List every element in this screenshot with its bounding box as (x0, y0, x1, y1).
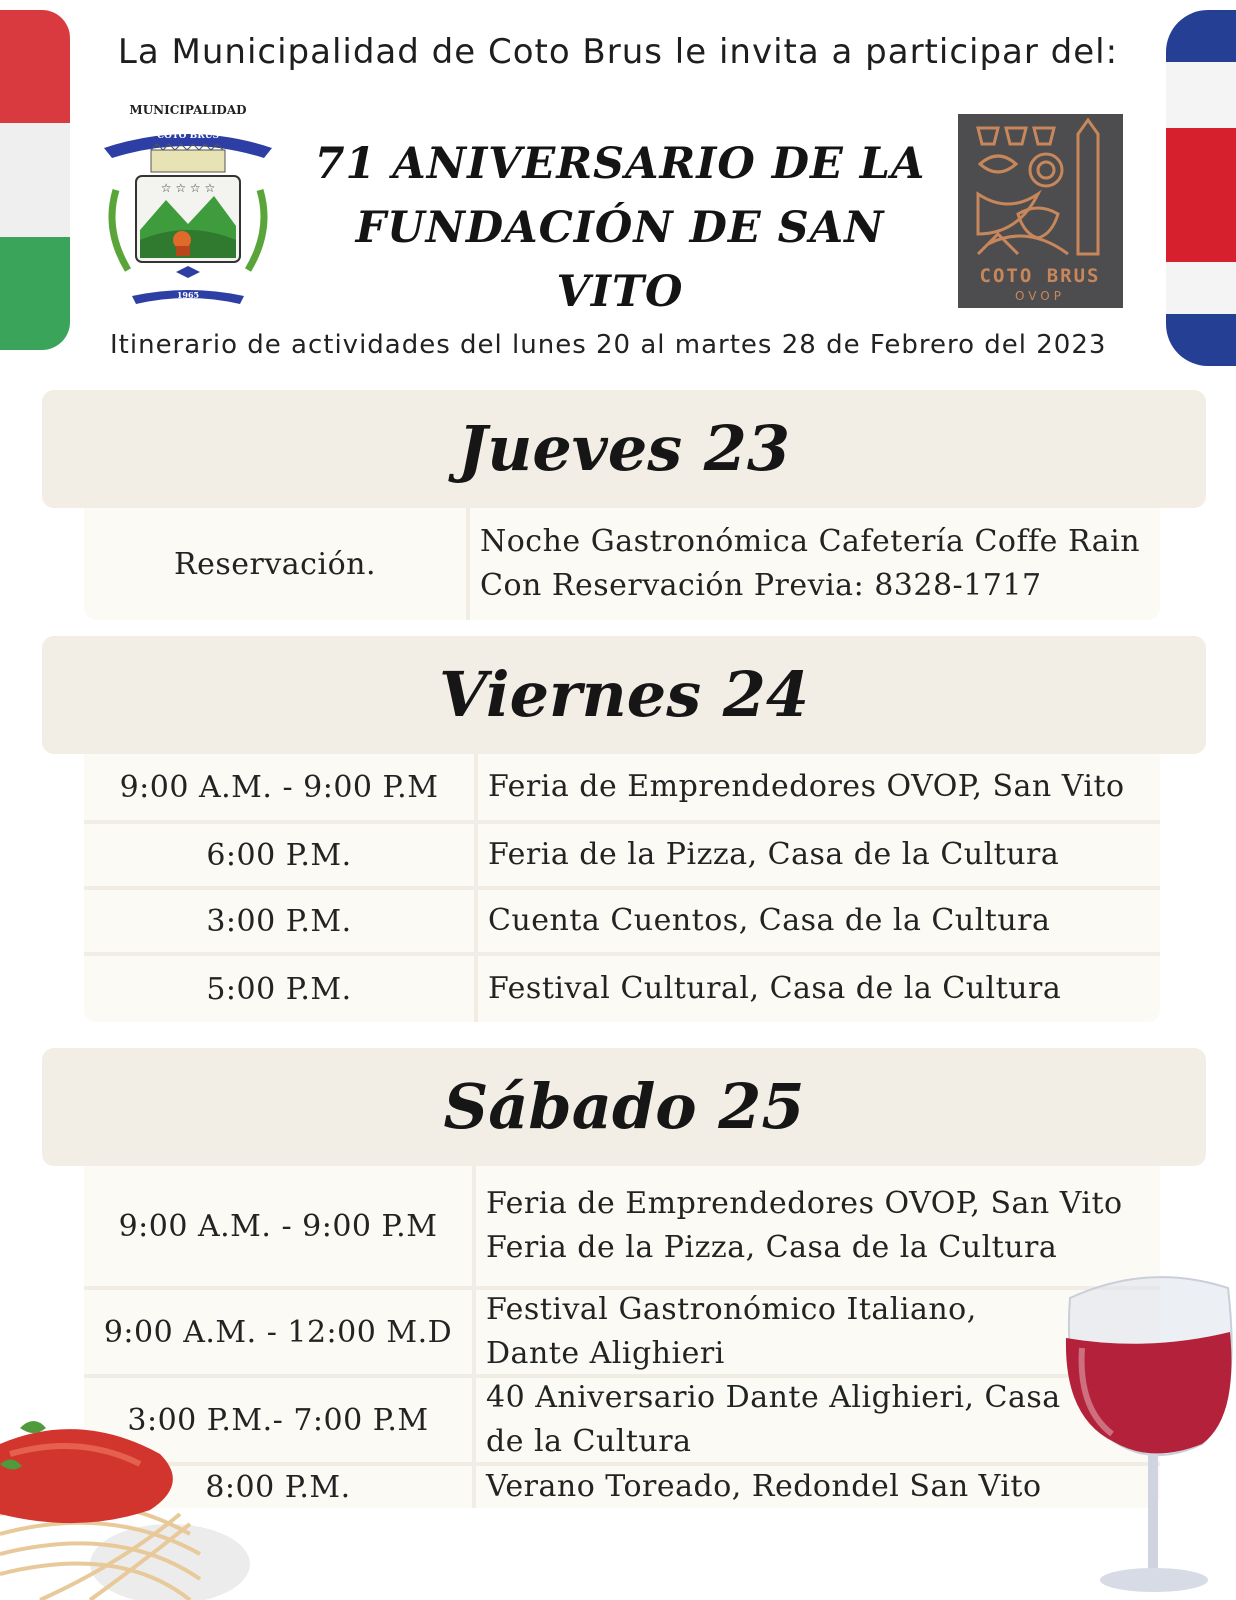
day-header-sabado: Sábado 25 (42, 1048, 1206, 1166)
row-description (474, 824, 1059, 886)
row-description (466, 508, 1140, 620)
row-time: 9:00 A.M. - 9:00 P.M (118, 1208, 438, 1244)
description-line: de la Cultura (486, 1424, 692, 1459)
row-description (472, 1378, 1061, 1462)
description-line: Feria de Emprendedores OVOP, San Vito (486, 1186, 1123, 1221)
description-line: Verano Toreado, Redondel San Vito (486, 1469, 1042, 1504)
table-row (84, 508, 1160, 620)
row-time: 5:00 P.M. (206, 971, 352, 1007)
row-time: 6:00 P.M. (206, 837, 352, 873)
municipal-coat-of-arms-logo (96, 100, 281, 305)
description-line: Festival Cultural, Casa de la Cultura (488, 971, 1062, 1006)
event-title (290, 132, 950, 324)
description-line: Cuenta Cuentos, Casa de la Cultura (488, 903, 1051, 938)
svg-text:COTO BRUS: COTO BRUS (979, 265, 1101, 287)
table-row (84, 1290, 1160, 1378)
description-line: Con Reservación Previa: 8328-1717 (480, 568, 1042, 603)
day-header-jueves: Jueves 23 (42, 390, 1206, 508)
svg-text:MUNICIPALIDAD: MUNICIPALIDAD (129, 103, 247, 117)
title-line-2: FUNDACIÓN DE SAN VITO (355, 203, 885, 317)
description-line: Feria de la Pizza, Casa de la Cultura (486, 1230, 1058, 1265)
row-time: 9:00 A.M. - 12:00 M.D (103, 1314, 453, 1350)
intro-text: La Municipalidad de Coto Brus le invita a participar del: (117, 32, 1119, 72)
wine-glass-illustration (1052, 1268, 1236, 1600)
table-row (84, 754, 1160, 824)
table-row (84, 890, 1160, 956)
row-description (474, 890, 1050, 952)
svg-text:COTO BRUS: COTO BRUS (156, 131, 220, 141)
row-description (472, 1466, 1042, 1508)
row-time: 3:00 P.M.- 7:00 P.M (127, 1402, 429, 1438)
day-header-viernes: Viernes 24 (42, 636, 1206, 754)
row-time: 8:00 P.M. (205, 1469, 351, 1505)
row-time: 3:00 P.M. (206, 903, 352, 939)
row-time: 9:00 A.M. - 9:00 P.M (119, 769, 439, 805)
ovop-emblem-icon (958, 114, 1123, 308)
itinerary-dates: Itinerario de actividades del lunes 20 al martes 28 de Febrero del 2023 (110, 330, 1107, 360)
table-row (84, 824, 1160, 890)
row-description (472, 1166, 1123, 1286)
table-row (84, 1166, 1160, 1290)
row-description (472, 1290, 977, 1374)
row-time: Reservación. (174, 546, 376, 582)
description-line: Feria de la Pizza, Casa de la Cultura (488, 837, 1060, 872)
svg-text:OVOP: OVOP (1015, 289, 1065, 303)
table-row (84, 956, 1160, 1022)
pasta-illustration (0, 1414, 250, 1600)
title-line-1: 71 ANIVERSARIO DE LA (314, 139, 926, 189)
row-description (474, 956, 1061, 1022)
schedule-table-jueves (84, 508, 1160, 620)
description-line: 40 Aniversario Dante Alighieri, Casa (486, 1380, 1061, 1415)
description-line: Feria de Emprendedores OVOP, San Vito (488, 769, 1125, 804)
description-line: Noche Gastronómica Cafetería Coffe Rain (480, 524, 1141, 559)
svg-text:☆ ☆ ☆ ☆: ☆ ☆ ☆ ☆ (160, 181, 216, 195)
svg-text:1965: 1965 (176, 290, 200, 300)
schedule-table-viernes (84, 754, 1160, 1022)
description-line: Festival Gastronómico Italiano, (486, 1292, 977, 1327)
description-line: Dante Alighieri (486, 1336, 725, 1371)
row-description (474, 754, 1125, 820)
ovop-logo (958, 114, 1123, 308)
